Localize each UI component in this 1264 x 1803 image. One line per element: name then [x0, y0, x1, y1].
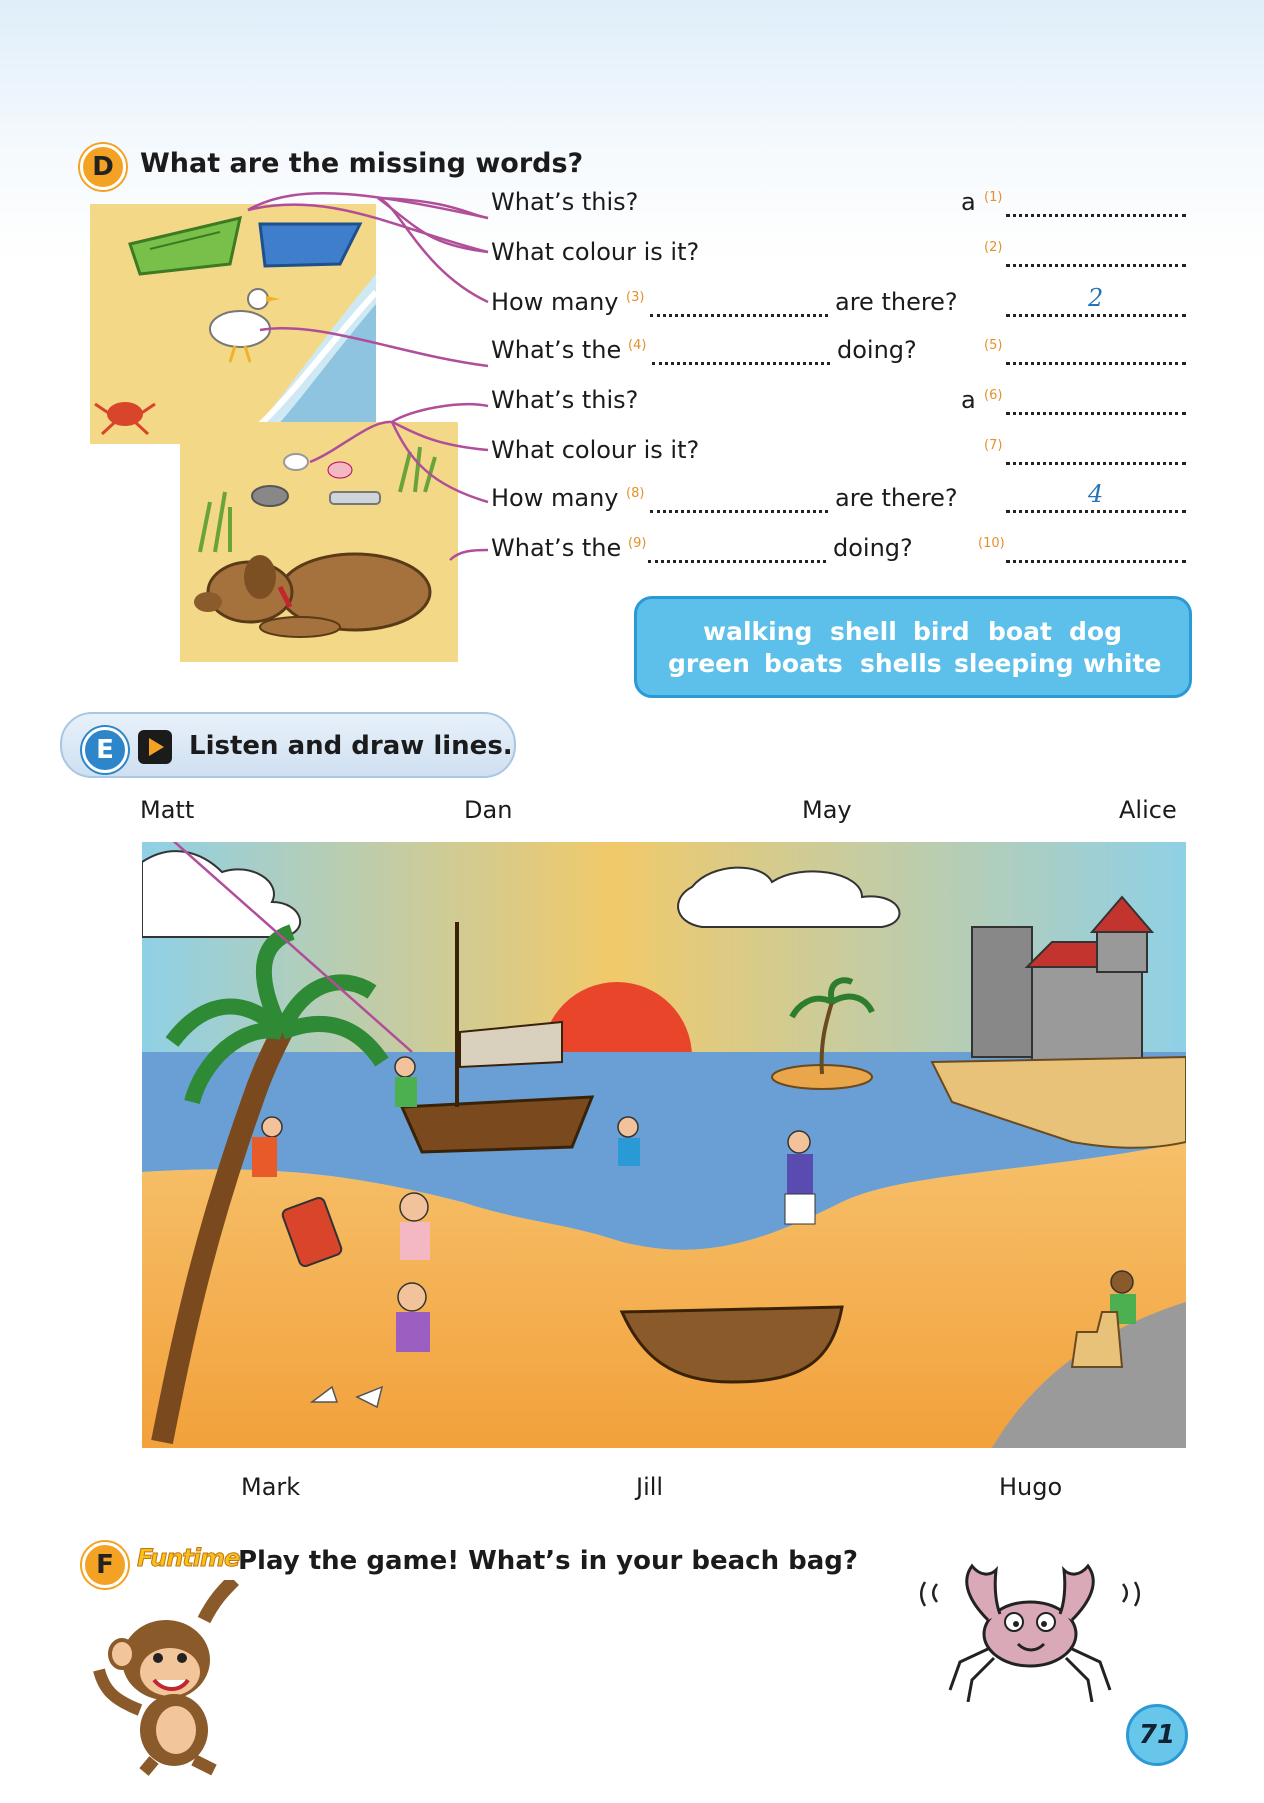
question-3-text-end: are there? — [835, 288, 958, 316]
question-1-prefix: a — [961, 188, 976, 216]
name-mark: Mark — [241, 1473, 301, 1501]
section-e-title: Listen and draw lines. — [189, 731, 513, 761]
section-f-title: Play the game! What’s in your beach bag? — [238, 1546, 858, 1576]
question-8-text: How many — [491, 484, 619, 512]
word-bank — [634, 596, 1192, 698]
section-d-title: What are the missing words? — [140, 148, 584, 179]
monkey-icon — [84, 1580, 260, 1776]
question-10-number: (10) — [978, 536, 1005, 551]
question-2-number: (2) — [984, 240, 1003, 255]
question-8-number: (8) — [626, 486, 645, 501]
funtime-logo: Funtime — [137, 1544, 240, 1572]
answer-3-blank[interactable] — [650, 310, 828, 317]
name-hugo: Hugo — [999, 1473, 1063, 1501]
name-matt: Matt — [140, 796, 195, 824]
question-9-number: (9) — [628, 536, 647, 551]
question-1-text: What’s this? — [491, 188, 639, 216]
question-6-text: What’s this? — [491, 386, 639, 414]
answer-7-blank[interactable] — [1006, 458, 1186, 465]
word-bank-item: green — [668, 649, 750, 678]
name-may: May — [802, 796, 852, 824]
answer-8-blank[interactable] — [650, 506, 828, 513]
name-jill: Jill — [636, 1473, 664, 1501]
page-number: 71 — [1126, 1704, 1188, 1766]
answer-2-blank[interactable] — [1006, 260, 1186, 267]
word-bank-item: boat — [988, 617, 1052, 646]
section-e-badge: E — [82, 727, 128, 773]
section-f-badge: F — [82, 1542, 128, 1588]
name-dan: Dan — [464, 796, 513, 824]
audio-play-icon[interactable] — [138, 730, 172, 764]
word-bank-item: boats — [764, 649, 843, 678]
question-4-text-end: doing? — [837, 336, 917, 364]
question-2-text: What colour is it? — [491, 238, 700, 266]
question-5-number: (5) — [984, 338, 1003, 353]
name-alice: Alice — [1119, 796, 1177, 824]
word-bank-item: sleeping — [954, 649, 1074, 678]
word-bank-item: walking — [703, 617, 813, 646]
word-bank-item: white — [1083, 649, 1162, 678]
question-3-text: How many — [491, 288, 619, 316]
beach-scene-illustration[interactable] — [142, 842, 1186, 1448]
word-bank-item: shell — [830, 617, 897, 646]
question-7-text: What colour is it? — [491, 436, 700, 464]
question-7-number: (7) — [984, 438, 1003, 453]
question-9-text: What’s the — [491, 534, 622, 562]
question-4-number: (4) — [628, 338, 647, 353]
question-6-prefix: a — [961, 386, 976, 414]
section-d-badge: D — [80, 144, 126, 190]
question-6-number: (6) — [984, 388, 1003, 403]
word-bank-item: dog — [1069, 617, 1122, 646]
question-3-number: (3) — [626, 290, 645, 305]
answer-6-blank[interactable] — [1006, 408, 1186, 415]
question-9-text-end: doing? — [833, 534, 913, 562]
question-4-text: What’s the — [491, 336, 622, 364]
answer-10-blank[interactable] — [1006, 556, 1186, 563]
crab-icon — [910, 1552, 1150, 1702]
answer-9-blank[interactable] — [648, 556, 826, 563]
word-bank-item: bird — [913, 617, 970, 646]
answer-5-blank[interactable] — [1006, 358, 1186, 365]
question-8-text-end: are there? — [835, 484, 958, 512]
answer-count-2-handwritten: 4 — [1088, 480, 1104, 508]
word-bank-item: shells — [860, 649, 942, 678]
answer-1-blank[interactable] — [1006, 210, 1186, 217]
answer-count-1-handwritten: 2 — [1088, 284, 1104, 312]
question-1-number: (1) — [984, 190, 1003, 205]
answer-4-blank[interactable] — [652, 358, 830, 365]
